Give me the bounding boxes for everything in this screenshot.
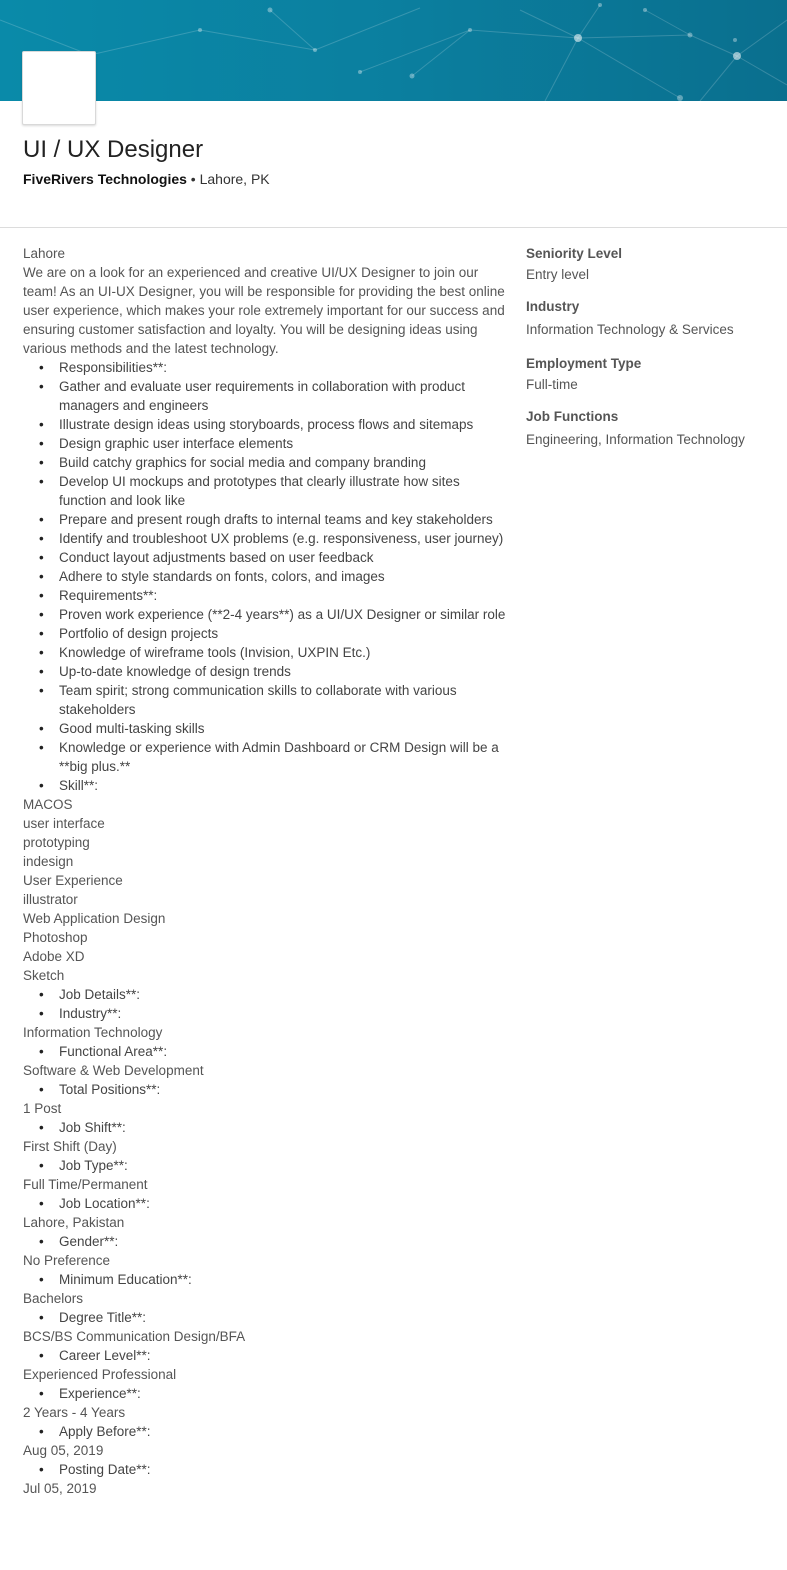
criteria-job-functions [526, 407, 776, 449]
description-bullet: • Identify and troubleshoot UX problems (e.g. responsiveness, user journey) [39, 529, 508, 548]
description-bullet: • Career Level**: [39, 1346, 508, 1365]
description-line: prototyping [23, 835, 90, 850]
description-line: BCS/BS Communication Design/BFA [23, 1329, 246, 1344]
section-divider [0, 227, 787, 228]
description-list [23, 985, 508, 1023]
description-bullet: • Job Location**: [39, 1194, 508, 1213]
description-bullet: • Conduct layout adjustments based on user feedback [39, 548, 508, 567]
description-bullet: • Apply Before**: [39, 1422, 508, 1441]
criteria-seniority [526, 244, 776, 284]
company-link[interactable]: FiveRivers Technologies [23, 171, 187, 187]
description-bullet: • Illustrate design ideas using storyboards, process flows and sitemaps [39, 415, 508, 434]
description-list [23, 358, 508, 795]
description-line: Photoshop [23, 930, 88, 945]
header-banner [0, 0, 787, 101]
job-location: Lahore, PK [199, 171, 270, 187]
description-bullet: • Job Type**: [39, 1156, 508, 1175]
description-bullet: • Develop UI mockups and prototypes that clearly illustrate how sites function and look like [39, 472, 508, 510]
description-bullet: • Total Positions**: [39, 1080, 508, 1099]
criteria-industry [526, 297, 776, 339]
description-list [23, 1422, 508, 1441]
criteria-employment-type [526, 354, 776, 394]
description-list [23, 1308, 508, 1327]
description-line: Lahore [23, 246, 66, 261]
description-list [23, 1460, 508, 1479]
description-line: User Experience [23, 873, 123, 888]
job-title: UI / UX Designer [23, 136, 204, 163]
description-line: Experienced Professional [23, 1367, 177, 1382]
description-line: 2 Years - 4 Years [23, 1405, 126, 1420]
description-line: Full Time/Permanent [23, 1177, 148, 1192]
subtitle-separator: • [186, 171, 200, 187]
description-list [23, 1156, 508, 1175]
criteria-value: Information Technology & Services [526, 322, 734, 337]
description-bullet: • Up-to-date knowledge of design trends [39, 662, 508, 681]
description-bullet: • Functional Area**: [39, 1042, 508, 1061]
description-line: Sketch [23, 968, 65, 983]
description-bullet: • Knowledge or experience with Admin Dashboard or CRM Design will be a **big plus.** [39, 738, 508, 776]
company-logo[interactable] [22, 51, 96, 125]
description-list [23, 1384, 508, 1403]
criteria-value: Engineering, Information Technology [526, 432, 745, 447]
description-line: No Preference [23, 1253, 111, 1268]
description-bullet: • Build catchy graphics for social media and company branding [39, 453, 508, 472]
description-line: Adobe XD [23, 949, 85, 964]
description-list [23, 1232, 508, 1251]
description-list [23, 1118, 508, 1137]
description-line: MACOS [23, 797, 73, 812]
description-line: 1 Post [23, 1101, 62, 1116]
description-bullet: • Responsibilities**: [39, 358, 508, 377]
network-pattern-graphic [0, 0, 787, 101]
description-bullet: • Posting Date**: [39, 1460, 508, 1479]
criteria-label: Job Functions [526, 409, 619, 424]
description-bullet: • Portfolio of design projects [39, 624, 508, 643]
description-list [23, 1270, 508, 1289]
description-line: First Shift (Day) [23, 1139, 117, 1154]
description-line: Aug 05, 2019 [23, 1443, 104, 1458]
description-bullet: • Adhere to style standards on fonts, colors, and images [39, 567, 508, 586]
description-line: indesign [23, 854, 74, 869]
description-bullet: • Minimum Education**: [39, 1270, 508, 1289]
job-criteria [526, 244, 776, 462]
description-bullet: • Good multi-tasking skills [39, 719, 508, 738]
description-bullet: • Experience**: [39, 1384, 508, 1403]
description-bullet: • Prepare and present rough drafts to internal teams and key stakeholders [39, 510, 508, 529]
description-list [23, 1346, 508, 1365]
description-bullet: • Job Details**: [39, 985, 508, 1004]
description-bullet: • Team spirit; strong communication skills to collaborate with various stakeholders [39, 681, 508, 719]
description-line: Software & Web Development [23, 1063, 204, 1078]
description-bullet: • Requirements**: [39, 586, 508, 605]
job-subtitle [23, 170, 270, 188]
description-line: user interface [23, 816, 105, 831]
description-bullet: • Job Shift**: [39, 1118, 508, 1137]
description-bullet: • Industry**: [39, 1004, 508, 1023]
description-line: Jul 05, 2019 [23, 1481, 97, 1496]
description-bullet: • Proven work experience (**2-4 years**) as a UI/UX Designer or similar role [39, 605, 508, 624]
description-list [23, 1194, 508, 1213]
description-line: illustrator [23, 892, 78, 907]
description-line: Web Application Design [23, 911, 166, 926]
description-bullet: • Skill**: [39, 776, 508, 795]
description-bullet: • Gather and evaluate user requirements in collaboration with product managers and engineers [39, 377, 508, 415]
description-bullet: • Knowledge of wireframe tools (Invision, UXPIN Etc.) [39, 643, 508, 662]
description-list [23, 1080, 508, 1099]
criteria-label: Seniority Level [526, 246, 623, 261]
description-bullet: • Degree Title**: [39, 1308, 508, 1327]
description-line: We are on a look for an experienced and creative UI/UX Designer to join our team! As an UI-UX Designer, you will be responsible for providing the best online user experience, which makes your role extremely important for our success and ensuring customer satisfaction and loyalty. You will be designing ideas using various methods and the latest technology. [23, 265, 505, 356]
description-line: Bachelors [23, 1291, 84, 1306]
description-list [23, 1042, 508, 1061]
criteria-value: Entry level [526, 267, 590, 282]
criteria-value: Full-time [526, 377, 578, 392]
description-bullet: • Gender**: [39, 1232, 508, 1251]
description-bullet: • Design graphic user interface elements [39, 434, 508, 453]
description-line: Lahore, Pakistan [23, 1215, 125, 1230]
criteria-label: Employment Type [526, 356, 642, 371]
description-line: Information Technology [23, 1025, 163, 1040]
job-description [23, 244, 508, 1498]
criteria-label: Industry [526, 299, 580, 314]
